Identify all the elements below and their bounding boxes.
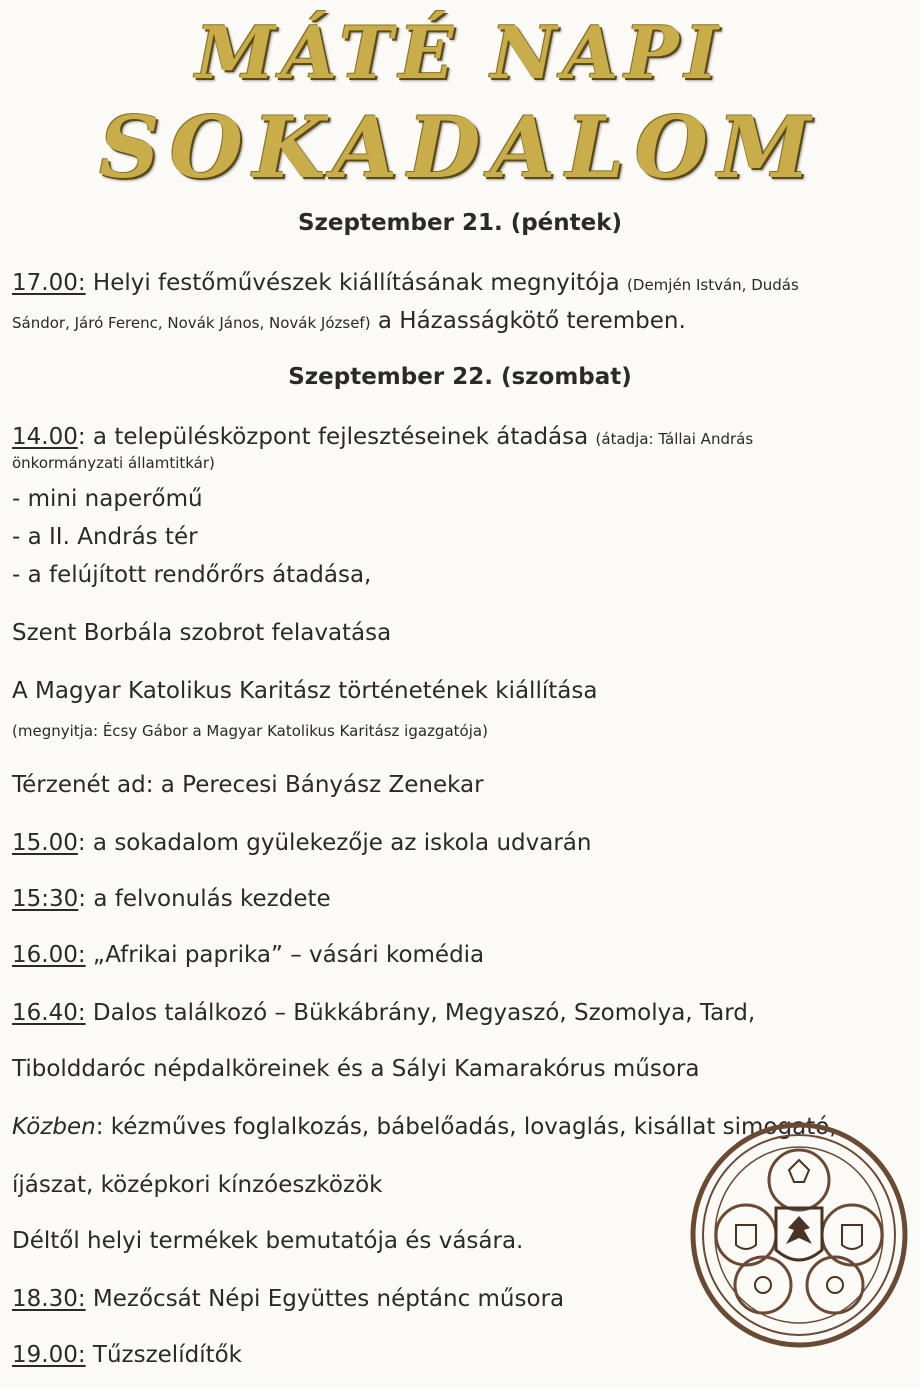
item-time: 18.30: (12, 1286, 86, 1312)
item-time: 16.40: (12, 1000, 86, 1026)
item-time: 16.00: (12, 942, 86, 968)
item-text: : a településközpont fejlesztéseinek átadása (77, 424, 596, 450)
line-karitasz: A Magyar Katolikus Karitász történetének kiállítása (12, 678, 598, 704)
item-note: Sándor, Járó Ferenc, Novák János, Novák József) (12, 314, 371, 332)
day2-item1 (12, 422, 900, 454)
item-note: (Demjén István, Dudás (627, 276, 799, 294)
item-text: Helyi festőművészek kiállításának megnyitója (85, 270, 628, 296)
line-terzene: Térzenét ad: a Perecesi Bányász Zenekar (12, 772, 484, 798)
item-time: 14.00 (12, 424, 78, 450)
day2-item2 (12, 828, 900, 858)
day2-item5-cont: Tibolddaróc népdalköreinek és a Sályi Kamarakórus műsora (12, 1056, 700, 1082)
line-borbala: Szent Borbála szobrot felavatása (12, 620, 392, 646)
line-deltol: Déltől helyi termékek bemutatója és vására. (12, 1228, 524, 1254)
day2-item4 (12, 940, 900, 970)
item-text: Dalos találkozó – Bükkábrány, Megyaszó, Szomolya, Tard, (85, 1000, 756, 1026)
day2-heading: Szeptember 22. (szombat) (288, 364, 632, 390)
item-text: : a sokadalom gyülekezője az iskola udvarán (77, 830, 592, 856)
day1-heading: Szeptember 21. (péntek) (297, 210, 623, 236)
day2-item1-note: önkormányzati államtitkár) (12, 454, 215, 472)
day2-sub1: - mini naperőmű (12, 486, 203, 512)
day1-item1-cont (12, 306, 900, 338)
item-note: (átadja: Tállai András (595, 430, 754, 448)
day2-item3 (12, 884, 900, 914)
line-karitasz-note: (megnyitja: Écsy Gábor a Magyar Katolikus Karitász igazgatója) (12, 722, 488, 740)
item-text: a Házasságkötő teremben. (370, 308, 686, 334)
kozben-text: : kézműves foglalkozás, bábelőadás, lovaglás, kisállat simogató, (95, 1114, 837, 1140)
day1-item1 (12, 268, 900, 300)
item-text: Tűzszelídítők (85, 1342, 242, 1368)
kozben-label: Közben (12, 1114, 96, 1140)
item-time: 17.00: (12, 270, 86, 296)
title-line-2: SOKADALOM (99, 98, 821, 197)
kozben-cont: íjászat, középkori kínzóeszközök (12, 1172, 383, 1198)
item-time: 15:30 (12, 886, 79, 912)
item-text: : a felvonulás kezdete (78, 886, 331, 912)
item-text: „Afrikai paprika” – vásári komédia (85, 942, 485, 968)
coat-of-arms-seal-icon (688, 1120, 910, 1350)
title-line-1: MÁTÉ NAPI (195, 10, 725, 95)
item-time: 19.00: (12, 1342, 86, 1368)
day2-sub2: - a II. András tér (12, 524, 198, 550)
item-text: Mezőcsát Népi Együttes néptánc műsora (85, 1286, 565, 1312)
item-time: 15.00 (12, 830, 78, 856)
day2-sub3: - a felújított rendőrőrs átadása, (12, 562, 372, 588)
day2-item5 (12, 998, 900, 1028)
